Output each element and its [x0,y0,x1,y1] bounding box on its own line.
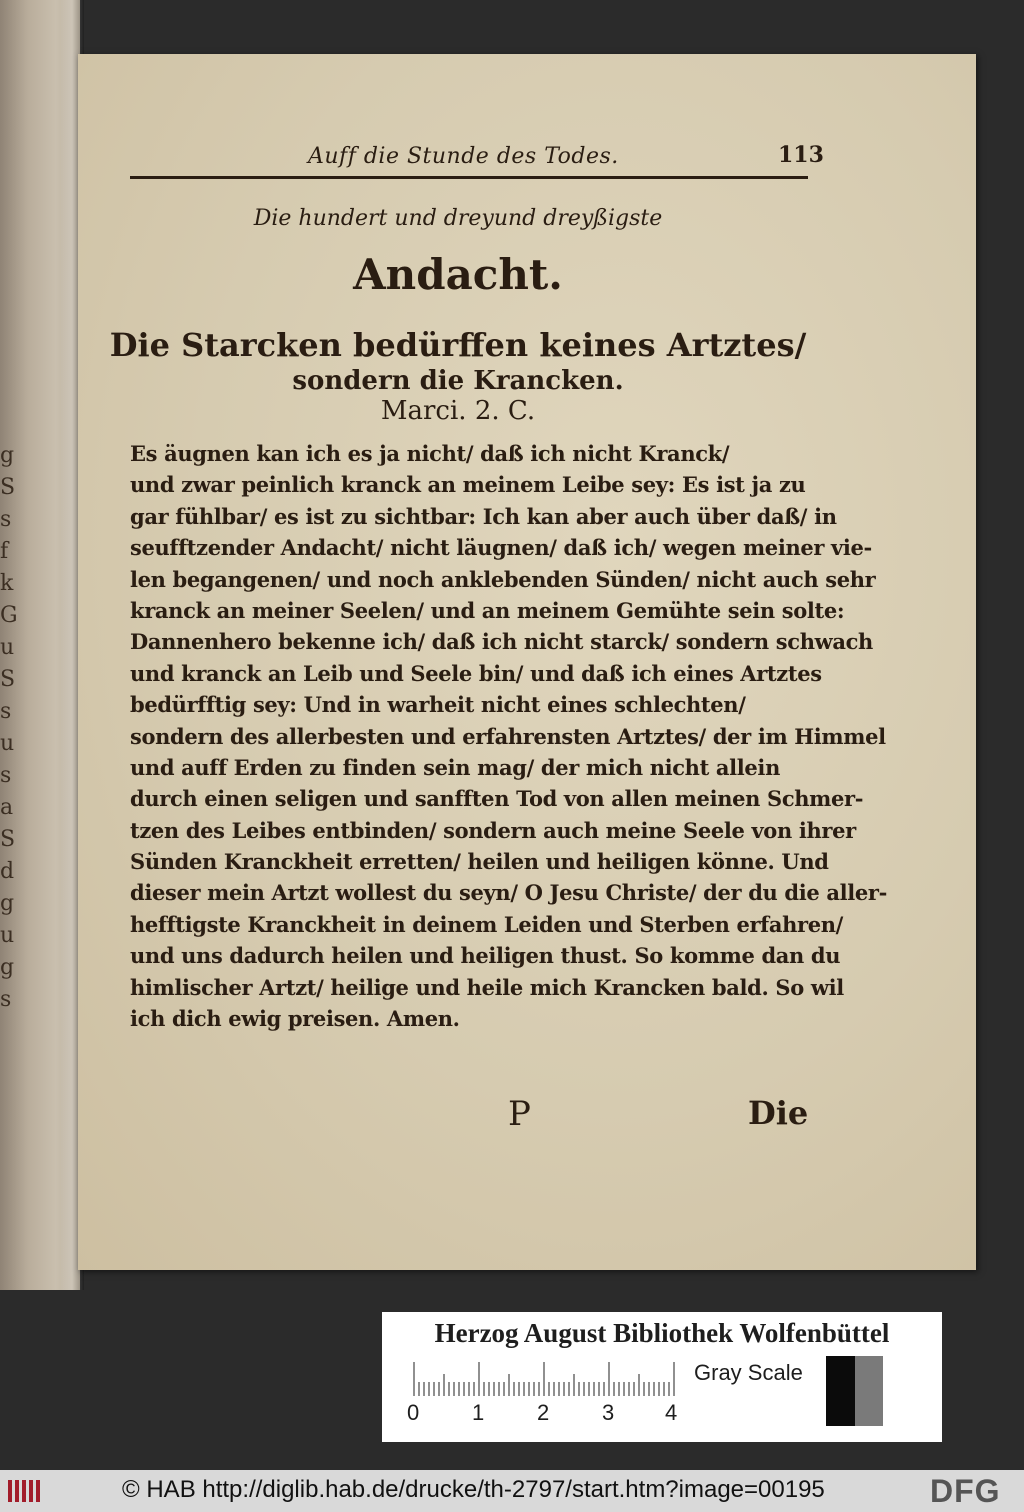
previous-page-glyph: u [0,635,14,660]
page-number: 113 [778,142,824,168]
chart-title: Herzog August Bibliothek Wolfenbüttel [434,1318,890,1348]
scale-number: 2 [537,1400,550,1425]
body-text [130,438,887,1034]
body-line: Dannenhero bekenne ich/ daß ich nicht starck/ sondern schwach [130,629,873,655]
previous-page-text [0,440,40,1016]
gray-swatch-black [826,1356,855,1426]
previous-page-glyph: s [0,987,11,1012]
heading-subtitle: Die Starcken bedürffen keines Artztes/ [109,326,807,364]
previous-page-glyph: S [0,667,15,692]
heading-line: Die hundert und dreyund dreyßigste [253,206,663,231]
previous-page-glyph: g [0,443,14,468]
previous-page-glyph: g [0,891,14,916]
body-line: und kranck an Leib und Seele bin/ und daß ich eines Artztes [130,660,822,686]
body-line: dieser mein Artzt wollest du seyn/ O Jesu Christe/ der du die aller- [130,880,887,906]
body-line: und auff Erden zu finden sein mag/ der mich nicht allein [130,754,780,780]
scale-number: 4 [665,1400,678,1425]
dfg-logo: DFG [930,1473,1001,1509]
footer-bar [0,1470,1024,1512]
previous-page-glyph: G [0,603,17,628]
body-line: durch einen seligen und sanfften Tod von allen meinen Schmer- [130,786,864,812]
gray-scale-swatches [826,1356,912,1426]
scale-number: 1 [472,1400,485,1425]
scripture-reference: Marci. 2. C. [380,396,536,426]
ruler-scale [412,1360,682,1398]
gray-swatch-white [883,1356,912,1426]
header-rule [130,176,808,179]
body-line: Sünden Kranckheit erretten/ heilen und heiligen könne. Und [130,849,829,875]
previous-page-glyph: f [0,539,8,564]
body-line: kranck an meiner Seelen/ und an meinem Gemühte sein solte: [130,597,845,623]
book-page [78,54,976,1270]
scale-number: 0 [407,1400,420,1425]
body-line: Es äugnen kan ich es ja nicht/ daß ich nicht Kranck/ [130,441,730,466]
body-line: gar fühlbar/ es ist zu sichtbar: Ich kan aber auch über daß/ in [130,503,837,529]
previous-page-glyph: k [0,571,13,596]
body-line: len begangenen/ und noch anklebenden Sünden/ nicht auch sehr [130,566,876,592]
body-line: sondern des allerbesten und erfahrensten Artztes/ der im Himmel [130,723,886,749]
gray-swatch-mid [855,1356,884,1426]
body-line: tzen des Leibes entbinden/ sondern auch meine Seele von ihrer [130,817,856,843]
previous-page-glyph: s [0,699,11,724]
previous-page-glyph: d [0,859,14,884]
scale-number: 3 [602,1400,615,1425]
previous-page-glyph: a [0,795,13,820]
previous-page-glyph: u [0,923,14,948]
heading-subtitle-cont: sondern die Krancken. [292,366,624,396]
catchword: Die [748,1094,809,1132]
body-line: seufftzender Andacht/ nicht läugnen/ daß ich/ wegen meiner vie- [130,535,872,561]
hab-logo-icon [8,1478,44,1504]
body-line: ich dich ewig preisen. Amen. [130,1006,460,1032]
previous-page-glyph: s [0,763,11,788]
previous-page-glyph: S [0,827,15,852]
running-head: Auff die Stunde des Todes. [308,144,619,169]
footer-source-link[interactable]: © HAB http://diglib.hab.de/drucke/th-2797/start.htm?image=00195 [122,1476,825,1503]
gray-scale-label: Gray Scale [694,1360,803,1385]
previous-page-glyph: s [0,507,11,532]
body-line: hefftigste Kranckheit in deinem Leiden und Sterben erfahren/ [130,911,844,937]
body-line: bedürfftig sey: Und in warheit nicht eines schlechten/ [130,692,746,718]
body-line: himlischer Artzt/ heilige und heile mich Krancken bald. So wil [130,974,844,1000]
previous-page-glyph: u [0,731,14,756]
previous-page-glyph: S [0,475,15,500]
previous-page-glyph: g [0,955,14,980]
body-line: und zwar peinlich kranck an meinem Leibe sey: Es ist ja zu [130,472,806,498]
signature-mark: P [508,1094,531,1134]
heading-title: Andacht. [353,250,563,299]
body-line: und uns dadurch heilen und heiligen thust. So komme dan du [130,943,841,969]
color-calibration-chart [382,1312,942,1442]
